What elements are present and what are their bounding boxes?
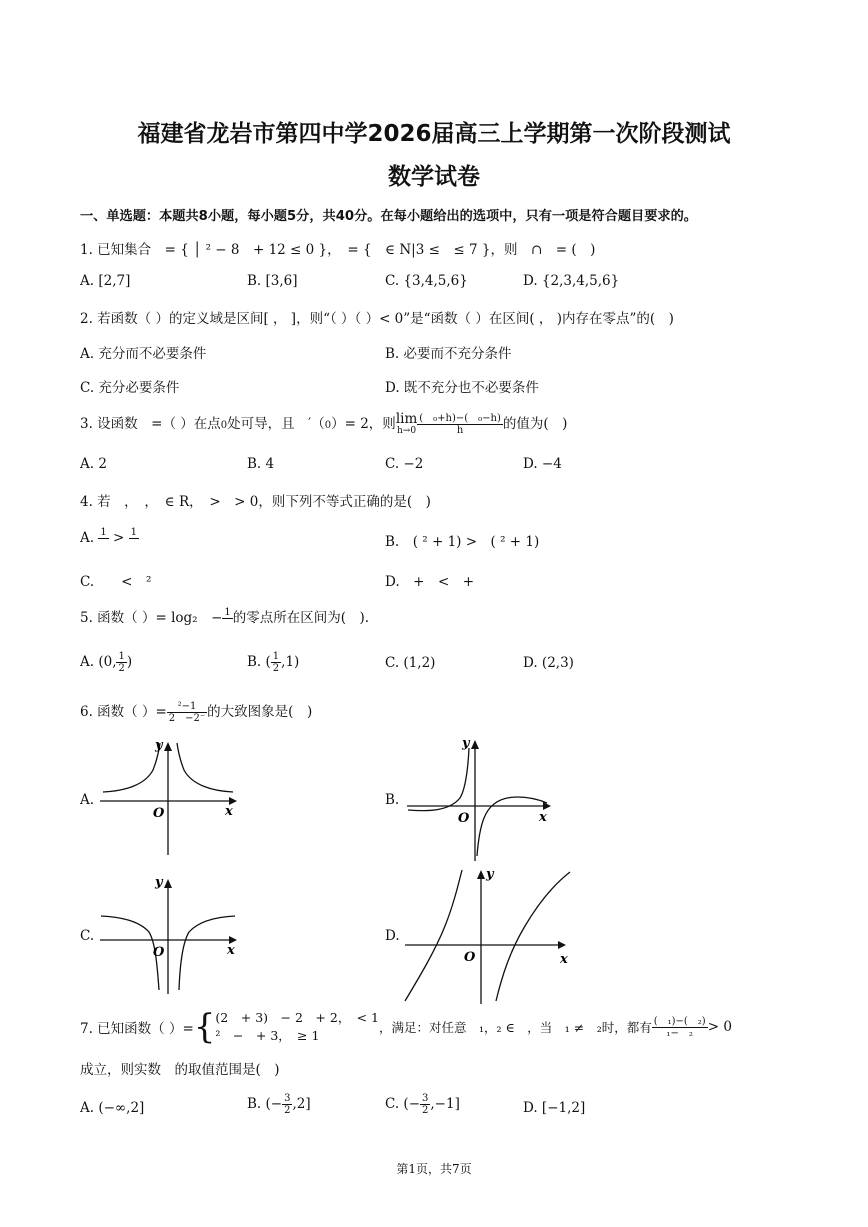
q3-option-c: C. −2 bbox=[385, 456, 424, 472]
question-7-text bbox=[80, 1009, 732, 1045]
graph-d-origin-label: O bbox=[464, 950, 476, 965]
q6-fraction bbox=[167, 701, 207, 724]
question-3-text bbox=[80, 412, 567, 437]
q5-option-d: D. (2,3) bbox=[523, 655, 574, 671]
q4-a-frac-1 bbox=[98, 527, 108, 550]
q5-a-half bbox=[116, 651, 126, 674]
q7-case-2: ² − + 3， ≥ 1 bbox=[215, 1028, 320, 1043]
q6-text-b: 的大致图象是( ) bbox=[207, 704, 313, 720]
q6-text-a: 6. 函数（ ）= bbox=[80, 704, 167, 720]
q5-a-pre: A. (0, bbox=[80, 654, 117, 670]
question-7-text-line2: 成立，则实数 的取值范围是( ) bbox=[80, 1062, 280, 1078]
q4-a-frac-2-num: 1 bbox=[130, 527, 137, 538]
q4-option-b: B. ( ² + 1) > ( ² + 1) bbox=[385, 534, 540, 550]
q4-a-frac-1-num: 1 bbox=[100, 527, 107, 538]
q7-b-pre: B. (− bbox=[247, 1096, 283, 1112]
graph-c-x-label: x bbox=[227, 943, 235, 958]
graph-c-y-arrow bbox=[164, 879, 172, 888]
q6-graph-b bbox=[402, 733, 560, 863]
graph-b-y-label: y bbox=[462, 736, 470, 751]
q6-option-d-label: D. bbox=[385, 928, 400, 944]
q4-a-gt: > bbox=[113, 530, 125, 546]
q5-a-half-num: 1 bbox=[118, 651, 125, 662]
q6-option-b-label: B. bbox=[385, 792, 400, 808]
q1-option-a: A. [2,7] bbox=[80, 273, 131, 289]
q3-option-a: A. 2 bbox=[80, 456, 107, 472]
q6-graph-c bbox=[95, 872, 245, 997]
q2-option-d: D. 既不充分也不必要条件 bbox=[385, 380, 539, 396]
q7-option-a: A. (−∞,2] bbox=[80, 1100, 145, 1116]
graph-d-y-label: y bbox=[486, 867, 494, 882]
q7-option-d: D. [−1,2] bbox=[523, 1100, 586, 1116]
q7-b-post: ,2] bbox=[292, 1096, 311, 1112]
question-5-text bbox=[80, 606, 369, 630]
q2-option-b: B. 必要而不充分条件 bbox=[385, 346, 512, 362]
graph-a-y-arrow bbox=[164, 742, 172, 751]
q3-fraction bbox=[417, 413, 503, 436]
q5-b-half-den: 2 bbox=[272, 663, 280, 674]
question-6-text bbox=[80, 700, 312, 724]
q7-frac-den: ₁− ₂ bbox=[666, 1027, 693, 1039]
q5-b-half bbox=[271, 651, 281, 674]
graph-c-origin-label: O bbox=[153, 945, 165, 960]
q4-option-a bbox=[80, 527, 139, 550]
q6-option-a-label: A. bbox=[80, 792, 95, 808]
q7-c-frac bbox=[420, 1093, 430, 1116]
q7-c-frac-den: 2 bbox=[422, 1105, 429, 1116]
q6-frac-den: 2 −2⁻ bbox=[168, 713, 206, 724]
q1-option-d: D. {2,3,4,5,6} bbox=[523, 273, 620, 289]
q3-subscript-2: 0 bbox=[324, 420, 332, 431]
q1-option-b: B. [3,6] bbox=[247, 273, 298, 289]
graph-b-y-arrow bbox=[471, 740, 479, 749]
q7-b-frac bbox=[282, 1093, 292, 1116]
q5-option-c: C. (1,2) bbox=[385, 655, 436, 671]
q7-option-c bbox=[385, 1093, 460, 1116]
graph-b-x-label: x bbox=[539, 810, 547, 825]
q5-a-post: ) bbox=[126, 654, 133, 670]
q5-option-a bbox=[80, 651, 132, 674]
q7-c-frac-num: 3 bbox=[422, 1093, 429, 1104]
q5-b-pre: B. ( bbox=[247, 654, 271, 670]
graph-a-x-label: x bbox=[225, 804, 233, 819]
q7-text-a: 7. 已知函数（ ）= bbox=[80, 1021, 194, 1037]
section-heading: 一、单选题：本题共8小题，每小题5分，共40分。在每小题给出的选项中，只有一项是符合题目要求的。 bbox=[80, 209, 697, 224]
q6-option-c-label: C. bbox=[80, 928, 95, 944]
q3-option-b: B. 4 bbox=[247, 456, 275, 472]
graph-d-curve-left bbox=[405, 870, 462, 1001]
q4-a-frac-1-den bbox=[98, 539, 108, 550]
q7-cases bbox=[215, 1009, 379, 1045]
graph-a-origin-label: O bbox=[153, 806, 165, 821]
q3-frac-den: h bbox=[456, 425, 464, 436]
q7-case-1: (2 + 3) − 2 + 2， < 1 bbox=[215, 1010, 379, 1025]
q6-frac-num: ²−1 bbox=[167, 701, 207, 713]
graph-a-y-label: y bbox=[155, 738, 163, 753]
q7-b-frac-num: 3 bbox=[284, 1093, 291, 1104]
q5-a-half-den: 2 bbox=[118, 663, 125, 674]
q1-option-c: C. {3,4,5,6} bbox=[385, 273, 468, 289]
q5-text-a: 5. 函数（ ）= log₂ − bbox=[80, 610, 223, 626]
q3-frac-num: ( ₀+h)−( ₀−h) bbox=[419, 413, 501, 424]
q7-text-b: ，满足：对任意 ₁，₂ ∈ ，当 ₁ ≠ ₂时，都有 bbox=[378, 1020, 652, 1035]
q5-fraction bbox=[222, 607, 232, 630]
q4-a-frac-2 bbox=[129, 527, 139, 550]
q3-lim-label: lim bbox=[395, 410, 418, 427]
q7-text-c: > 0 bbox=[707, 1019, 732, 1035]
q4-option-c: C. < ² bbox=[80, 574, 152, 590]
q6-graph-a bbox=[95, 735, 245, 860]
q3-text-b: 处可导，且 ′（ bbox=[227, 416, 325, 432]
q5-frac-den bbox=[222, 619, 232, 630]
q5-option-b bbox=[247, 651, 299, 674]
q7-b-frac-den: 2 bbox=[284, 1105, 291, 1116]
q6-graph-d bbox=[400, 866, 575, 1006]
q7-c-pre: C. (− bbox=[385, 1096, 421, 1112]
question-4-text: 4. 若 ， ， ∈ R， > > 0，则下列不等式正确的是( ) bbox=[80, 494, 431, 510]
question-2-text: 2. 若函数（ ）的定义域是区间[ ， ]，则“（ ）（ ）< 0”是“函数（ ）在区间( ， )内存在零点”的( ) bbox=[80, 311, 674, 327]
q3-subscript: 0 bbox=[220, 420, 228, 431]
question-1-text: 1. 已知集合 = { │ ² − 8 + 12 ≤ 0 }， = { ∈ N|3 ≤ ≤ 7 }，则 ∩ = ( ) bbox=[80, 242, 596, 258]
q5-text-b: 的零点所在区间为( ). bbox=[232, 610, 370, 626]
q4-option-d: D. + < + bbox=[385, 574, 475, 590]
q3-lim-sub: h→0 bbox=[396, 425, 417, 436]
q3-option-d: D. −4 bbox=[523, 456, 562, 472]
graph-b-curve-left bbox=[408, 748, 469, 811]
q2-option-c: C. 充分必要条件 bbox=[80, 380, 180, 396]
graph-a-curve-left bbox=[103, 743, 160, 792]
graph-c-y-label: y bbox=[155, 875, 163, 890]
q3-text-c: ）= 2，则 bbox=[331, 416, 396, 432]
page-footer: 第1页，共7页 bbox=[396, 1162, 472, 1176]
graph-d-y-arrow bbox=[477, 870, 485, 879]
q4-a-frac-2-den bbox=[129, 539, 139, 550]
graph-a-curve-right bbox=[177, 743, 233, 792]
q5-b-post: ,1) bbox=[281, 654, 300, 670]
page-subtitle: 数学试卷 bbox=[388, 164, 480, 190]
q7-brace: { bbox=[193, 1007, 216, 1047]
q7-frac-num: ( ₁)−( ₂) bbox=[653, 1015, 706, 1027]
graph-d-curve-right bbox=[496, 872, 570, 1001]
graph-d-x-label: x bbox=[560, 952, 568, 967]
q7-fraction bbox=[652, 1016, 708, 1039]
q7-option-b bbox=[247, 1093, 311, 1116]
page-title: 福建省龙岩市第四中学2026届高三上学期第一次阶段测试 bbox=[137, 121, 731, 147]
q3-text-d: 的值为( ) bbox=[502, 416, 568, 432]
q3-limit bbox=[395, 410, 418, 437]
q5-b-half-num: 1 bbox=[272, 651, 280, 662]
graph-b-x-arrow bbox=[543, 802, 551, 810]
q5-frac-num: 1 bbox=[224, 607, 231, 618]
graph-b-origin-label: O bbox=[458, 811, 470, 826]
q4-option-a-label: A. bbox=[80, 530, 95, 546]
graph-c-curve-left bbox=[101, 916, 159, 990]
q7-c-post: ,−1] bbox=[430, 1096, 460, 1112]
graph-d-x-arrow bbox=[558, 941, 566, 949]
q3-text-a: 3. 设函数 =（ ）在点 bbox=[80, 416, 221, 432]
q2-option-a: A. 充分而不必要条件 bbox=[80, 346, 207, 362]
